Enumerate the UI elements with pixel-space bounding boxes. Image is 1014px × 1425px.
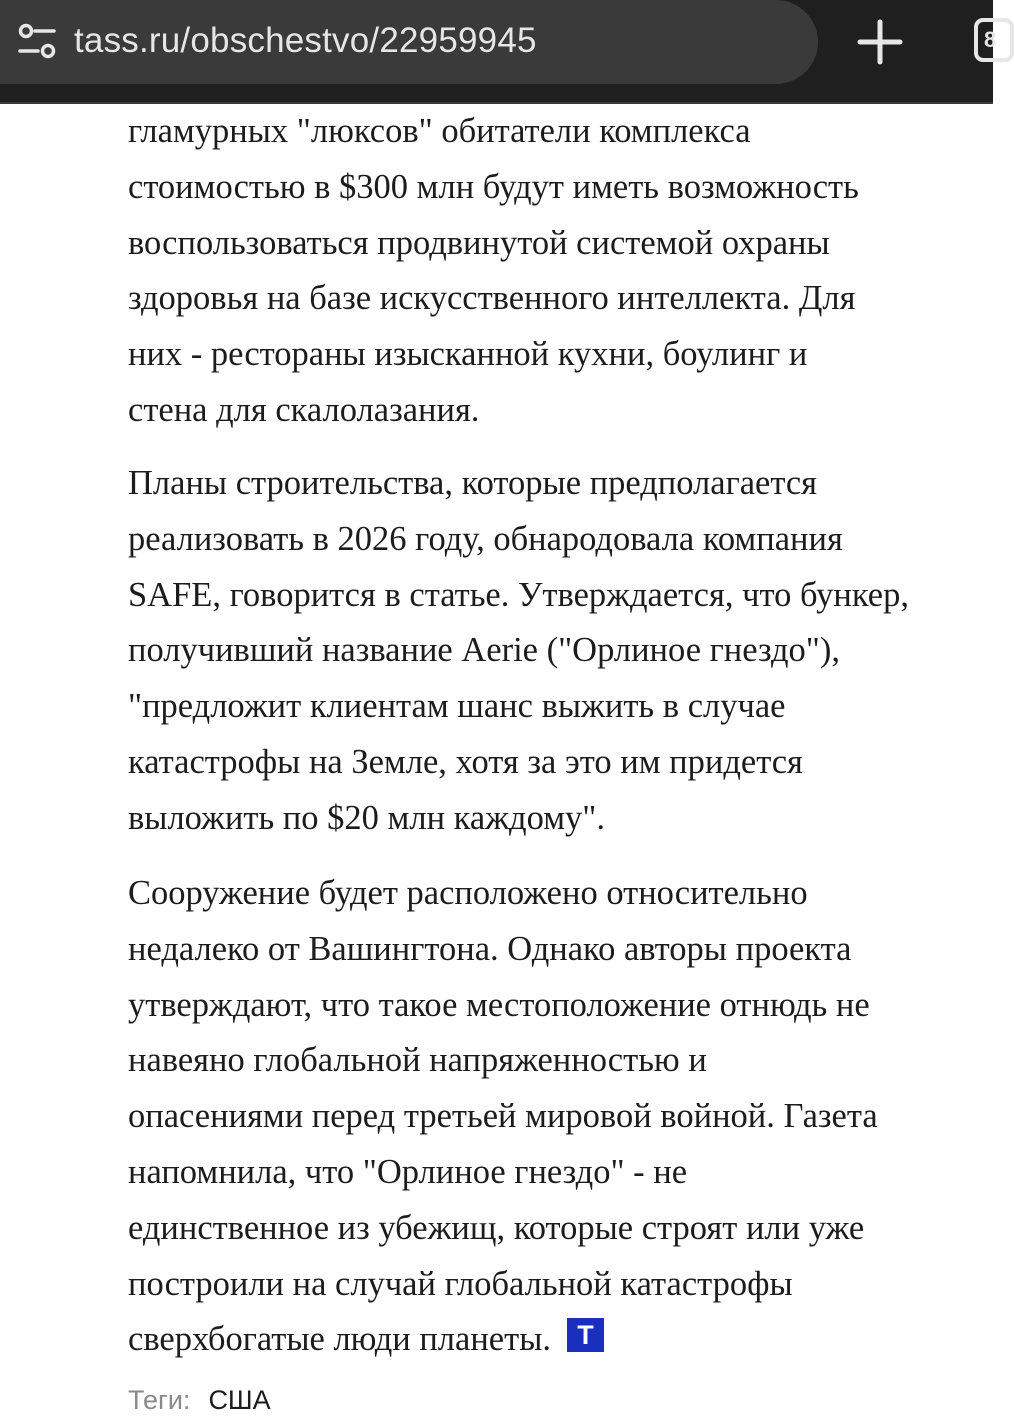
url-text[interactable]: tass.ru/obschestvo/22959945 [74,21,537,60]
text-line: утверждают, что такое местоположение отнюдь не [128,985,870,1024]
text-line: навеяно глобальной напряженностью и [128,1041,707,1080]
address-bar[interactable] [0,0,818,84]
article-paragraph [128,456,909,847]
text-line: стена для скалолазания. [128,390,480,429]
browser-toolbar [0,0,997,104]
text-line: воспользоваться продвинутой системой охраны [128,223,830,262]
tass-logo-icon: Т [567,1318,604,1352]
tab-switcher-icon[interactable] [974,18,1014,62]
text-line: здоровья на базе искусственного интеллекта. Для [128,279,856,318]
text-line: получивший название Aerie ("Орлиное гнездо"), [128,631,840,670]
text-line: выложить по $20 млн каждому". [128,798,605,837]
text-line: сверхбогатые люди планеты. [128,1320,551,1359]
text-line: стоимостью в $300 млн будут иметь возможность [128,167,859,206]
text-line: Сооружение будет расположено относительно [128,874,808,912]
text-line: опасениями перед третьей мировой войной. Газета [128,1097,878,1136]
last-text-line [128,1312,878,1368]
tags-label: Теги: [128,1385,191,1415]
tab-count: 8 [984,27,997,52]
text-line: построили на случай глобальной катастрофы [128,1264,793,1303]
plus-icon[interactable] [856,18,904,66]
text-line: реализовать в 2026 году, обнародовала компания [128,519,843,558]
text-line: недалеко от Вашингтона. Однако авторы проекта [128,929,852,968]
text-line: "предложит клиентам шанс выжить в случае [128,687,786,726]
text-line: единственное из убежищ, которые строят или уже [128,1208,865,1247]
tune-icon[interactable] [18,23,56,59]
text-line: гламурных "люксов" обитатели комплекса [128,112,751,150]
text-line: SAFE, говорится в статье. Утверждается, что бункер, [128,575,909,614]
text-line: них - рестораны изысканной кухни, боулинг и [128,335,808,374]
text-line: катастрофы на Земле, хотя за это им придется [128,742,803,781]
text-line: Планы строительства, которые предполагается [128,464,818,502]
tags-row [128,1380,271,1420]
article-paragraph [128,104,859,439]
article-paragraph [128,866,878,1368]
tag-link-usa[interactable]: США [208,1385,271,1415]
text-line: напомнила, что "Орлиное гнездо" - не [128,1152,688,1191]
